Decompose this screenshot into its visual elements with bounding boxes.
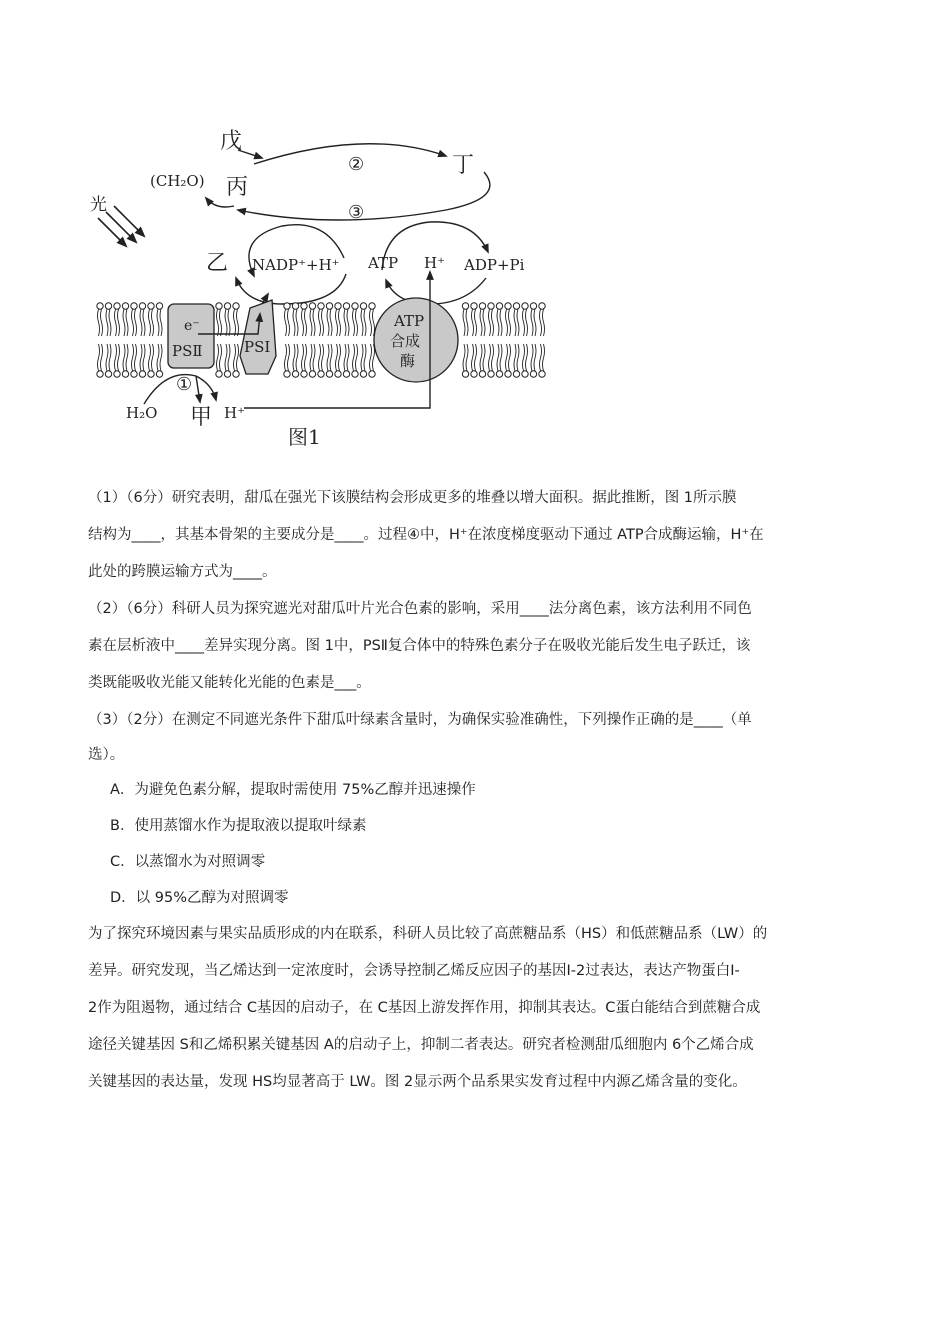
passage-line: 为了探究环境因素与果实品质形成的内在联系，科研人员比较了高蔗糖品系（HS）和低蔗糖品系（LW）的 [88, 926, 768, 942]
nadp-label: NADP⁺+H⁺ [252, 256, 340, 274]
atp-synthase-label-1: ATP [394, 312, 425, 330]
ps1-label: PSⅠ [244, 338, 271, 356]
adp-label: ADP+Pi [464, 256, 525, 274]
option-b: B．使用蒸馏水作为提取液以提取叶绿素 [110, 818, 367, 834]
atp-label: ATP [368, 254, 399, 272]
ps2-label: PSⅡ [172, 342, 203, 360]
eminus-label: e⁻ [184, 318, 200, 334]
question-text [88, 480, 868, 1101]
ch2o-label: (CH₂O) [150, 172, 205, 190]
yi-label: 乙 [206, 251, 229, 276]
figure-1-caption: 图1 [288, 425, 321, 449]
question-line: 此处的跨膜运输方式为____。 [88, 564, 277, 580]
option-a: A．为避免色素分解，提取时需使用 75%乙醇并迅速操作 [110, 782, 476, 798]
passage-line: 途径关键基因 S和乙烯积累关键基因 A的启动子上，抑制二者表达。研究者检测甜瓜细胞内 6个乙烯合成 [88, 1037, 754, 1053]
question-line: （2）（6分）科研人员为探究遮光对甜瓜叶片光合色素的影响，采用____法分离色素，该方法利用不同色 [88, 601, 752, 617]
bing-label: 丙 [226, 175, 249, 200]
question-line: （1）（6分）研究表明，甜瓜在强光下该膜结构会形成更多的堆叠以增大面积。据此推断，图 1所示膜 [88, 490, 737, 506]
wu-label: 戊 [220, 129, 243, 154]
question-line: 选）。 [88, 747, 125, 763]
hplus-top-label: H⁺ [424, 254, 445, 272]
step-3-label: ③ [348, 202, 365, 223]
h2o-label: H₂O [126, 404, 158, 422]
passage-line: 2作为阻遏物，通过结合 C基因的启动子，在 C基因上游发挥作用，抑制其表达。C蛋白能结合到蔗糖合成 [88, 1000, 761, 1016]
atp-synthase-label-3: 酶 [400, 352, 416, 370]
option-c: C．以蒸馏水为对照调零 [110, 854, 266, 870]
question-line: （3）（2分）在测定不同遮光条件下甜瓜叶绿素含量时，为确保实验准确性，下列操作正确的是____（单 [88, 712, 752, 728]
ps1-complex [240, 300, 276, 374]
question-line: 结构为____，其基本骨架的主要成分是____。过程④中，H⁺在浓度梯度驱动下通过 ATP合成酶运输，H⁺在 [88, 527, 764, 543]
ding-label: 丁 [452, 153, 475, 178]
question-line: 类既能吸收光能又能转化光能的色素是___。 [88, 675, 371, 691]
passage-line: 差异。研究发现，当乙烯达到一定浓度时，会诱导控制乙烯反应因子的基因Ⅰ-2过表达，表达产物蛋白Ⅰ- [88, 963, 740, 979]
atp-synthase-label-2: 合成 [390, 332, 421, 350]
thylakoid-membrane [97, 303, 545, 377]
passage-line: 关键基因的表达量，发现 HS均显著高于 LW。图 2显示两个品系果实发育过程中内源乙烯含量的变化。 [88, 1074, 747, 1090]
figure-1-thylakoid-diagram [86, 118, 556, 458]
hplus-bottom-label: H⁺ [224, 404, 245, 422]
option-d: D．以 95%乙醇为对照调零 [110, 890, 289, 906]
step-2-label: ② [348, 154, 365, 175]
jia-label: 甲 [190, 405, 213, 430]
question-line: 素在层析液中____差异实现分离。图 1中，PSⅡ复合体中的特殊色素分子在吸收光能后发生电子跃迁，该 [88, 638, 751, 654]
step-1-label: ① [176, 374, 193, 395]
light-label: 光 [90, 195, 107, 215]
